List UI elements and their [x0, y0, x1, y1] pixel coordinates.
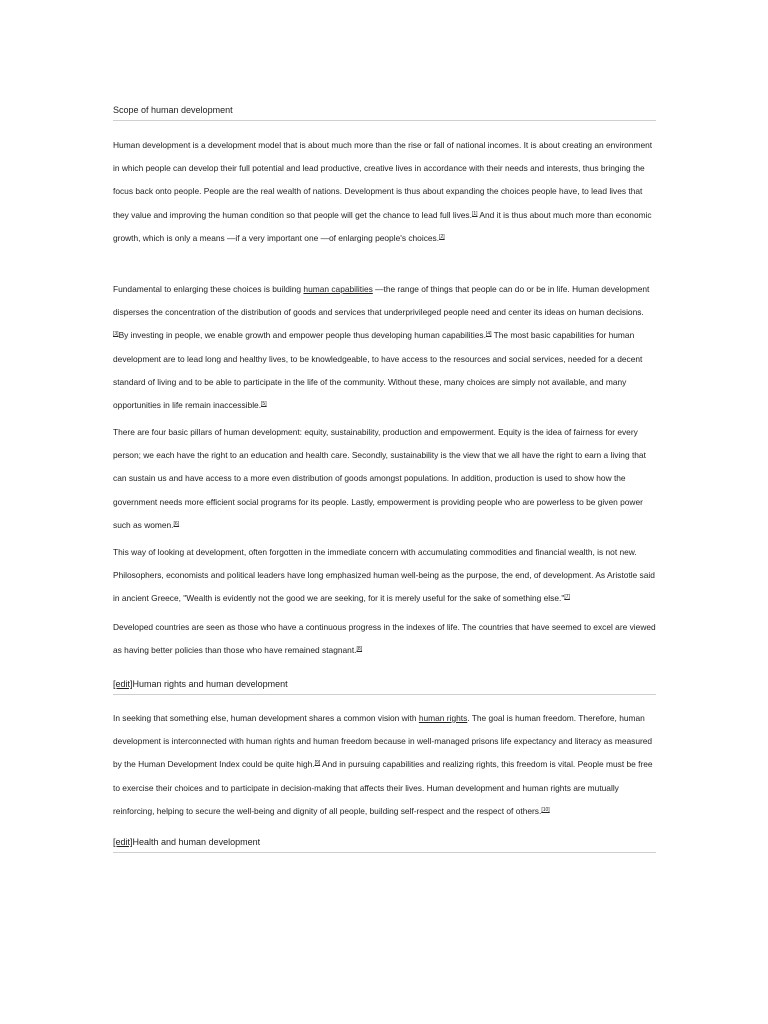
- citation-link[interactable]: [6]: [173, 520, 180, 527]
- paragraph-text: . The goal is human freedom. Therefore, human development is interconnected with human rights and human freedom because in well-managed prisons life expectancy and literacy as measured by the Human Development Index could be quite high.: [113, 713, 653, 770]
- citation-link[interactable]: [5]: [261, 401, 267, 408]
- section-heading-scope: [113, 104, 656, 121]
- paragraph-text: —the range of things that people can do or be in life. Human development disperses the concentration of the distribution of goods and services that underprivileged people need and center its ideas on human decisions.: [113, 284, 650, 318]
- paragraph-text: And in pursuing capabilities and realizing rights, this freedom is vital. People must be free to exercise their choices and to participate in decision-making that affects their lives. Human development and human rights are mutually reinforcing, helping to secure the well-being and dignity of all people, building self-respect and the respect of others.: [113, 759, 653, 816]
- section-heading-human-rights: [113, 678, 656, 695]
- edit-link[interactable]: [edit]: [113, 679, 133, 689]
- heading-title: Human rights and human development: [132, 679, 288, 689]
- citation-link[interactable]: [9]: [314, 760, 321, 767]
- edit-link[interactable]: [edit]: [113, 837, 133, 847]
- heading-title: Health and human development: [132, 837, 261, 847]
- paragraph-text: And it is thus about much more than economic growth, which is only a means —if a very important one —of enlarging people's choices.: [113, 209, 652, 243]
- paragraph-scope-5: [113, 616, 658, 662]
- citation-link[interactable]: [3]: [113, 331, 119, 338]
- paragraph-text: By investing in people, we enable growth and empower people thus developing human capabilities.: [118, 330, 486, 341]
- citation-link[interactable]: [10]: [541, 806, 550, 813]
- section-heading-health: [113, 836, 656, 853]
- paragraph-text: Human development is a development model that is about much more than the rise or fall of national incomes. It is about creating an environment in which people can develop their full potential and lead productive, creative lives in accordance with their needs and interests, thus bringing the focus back onto people. People are the real wealth of nations. Development is thus about expanding the choices people have, to lead lives that they value and improving the human condition so that people will get the chance to lead full lives.: [113, 140, 653, 220]
- paragraph-scope-2: [113, 278, 658, 417]
- paragraph-text: There are four basic pillars of human development: equity, sustainability, production and empowerment. Equity is the idea of fairness for every person; we each have the right to an education and health care. Secondly, sustainability is the view that we all have the right to earn a living that can sustain us and have access to a more even distribution of goods amongst populations. In addition, production is used to show how the government needs more efficient social programs for its people. Lastly, empowerment is providing people who are powerless to be given power such as women.: [113, 427, 646, 530]
- citation-link[interactable]: [2]: [439, 233, 445, 240]
- citation-link[interactable]: [4]: [485, 331, 492, 338]
- paragraph-text: Developed countries are seen as those who have a continuous progress in the indexes of life. The countries that have seemed to excel are viewed as having better policies than those who have remained stagnant.: [113, 622, 656, 656]
- paragraph-scope-3: [113, 421, 658, 537]
- citation-link[interactable]: [7]: [564, 594, 570, 601]
- paragraph-human-rights-1: [113, 707, 658, 823]
- paragraph-scope-4: [113, 541, 658, 611]
- paragraph-text: In seeking that something else, human development shares a common vision with: [113, 713, 419, 723]
- human-capabilities-link[interactable]: human capabilities: [303, 284, 373, 294]
- paragraph-scope-1: [113, 134, 658, 250]
- paragraph-text: Fundamental to enlarging these choices is building: [113, 284, 304, 294]
- paragraph-text: The most basic capabilities for human development are to lead long and healthy lives, to be knowledgeable, to have access to the resources and social services, needed for a decent standard of living and to be able to participate in the life of the community. Without these, many choices are simply not available, and many opportunities in life remain inaccessible.: [113, 330, 643, 411]
- paragraph-text: This way of looking at development, often forgotten in the immediate concern with accumulating commodities and financial wealth, is not new. Philosophers, economists and political leaders have long emphasized human well-being as the purpose, the end, of development. As Aristotle said in ancient Greece, "Wealth is evidently not the good we are seeking, for it is merely useful for the sake of something else.": [113, 547, 655, 604]
- citation-link[interactable]: [1]: [471, 210, 478, 217]
- heading-title: Scope of human development: [113, 105, 233, 115]
- human-rights-link[interactable]: human rights: [418, 713, 468, 723]
- citation-link[interactable]: [8]: [356, 646, 363, 653]
